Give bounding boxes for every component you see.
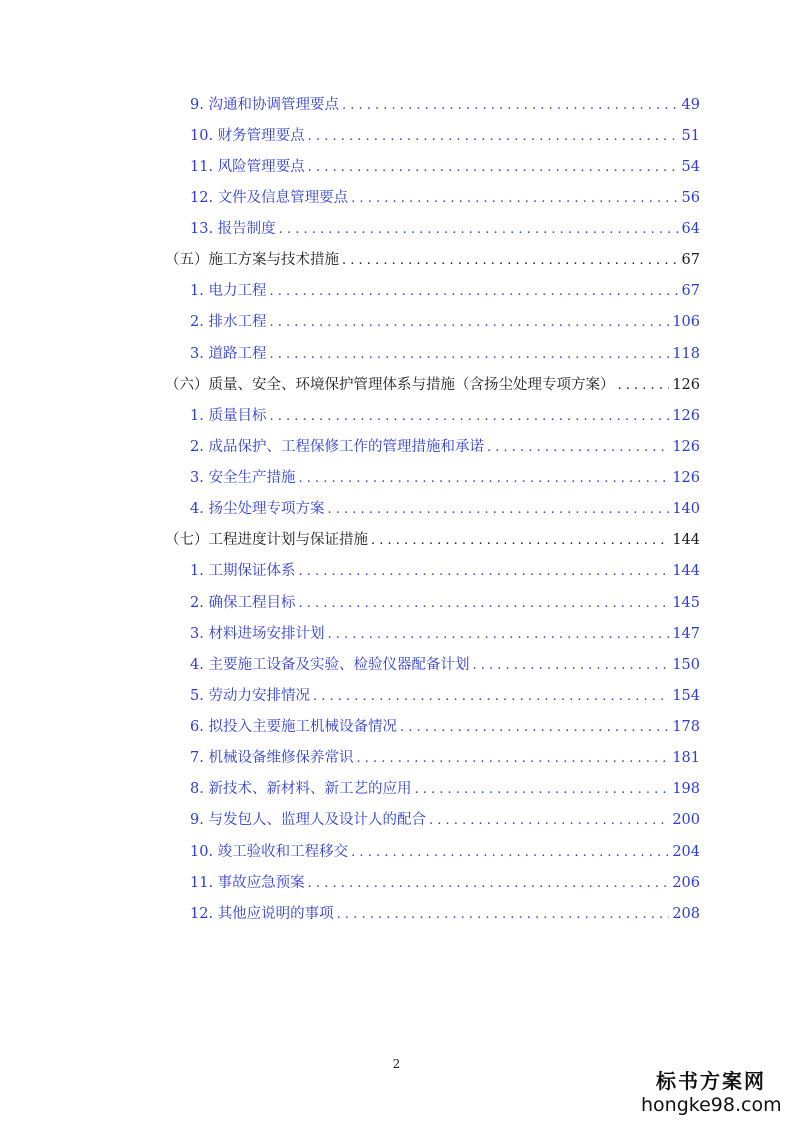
toc-entry[interactable] [190, 126, 700, 147]
toc-entry[interactable] [190, 312, 700, 333]
toc-entry-title: 3. 安全生产措施 [190, 470, 296, 486]
toc-dot-leader [356, 749, 669, 769]
toc-entry[interactable] [190, 904, 700, 925]
toc-dot-leader [351, 189, 678, 209]
toc-dot-leader [308, 874, 670, 894]
toc-entry-page: 64 [681, 221, 700, 237]
toc-dot-leader [298, 562, 669, 582]
toc-entry[interactable] [190, 624, 700, 645]
toc-entry-title: 1. 质量目标 [190, 408, 267, 424]
toc-entry-page: 150 [672, 657, 700, 673]
toc-entry-page: 126 [672, 439, 700, 455]
toc-dot-leader [327, 625, 669, 645]
toc-entry[interactable] [190, 281, 700, 302]
toc-entry-page: 144 [672, 532, 700, 548]
toc-dot-leader [269, 345, 669, 365]
toc-entry-page: 178 [672, 719, 700, 735]
toc-dot-leader [298, 469, 669, 489]
watermark-logo [641, 1068, 781, 1116]
watermark-chinese-text: 标书方案网 [656, 1069, 766, 1093]
toc-entry[interactable] [190, 842, 700, 863]
toc-entry[interactable] [190, 561, 700, 582]
toc-entry-page: 118 [672, 346, 700, 362]
toc-dot-leader [400, 718, 669, 738]
toc-entry-title: 12. 文件及信息管理要点 [190, 190, 349, 206]
toc-section-heading[interactable] [165, 530, 700, 551]
toc-entry-page: 126 [672, 377, 700, 393]
toc-entry-title: 1. 工期保证体系 [190, 563, 296, 579]
toc-entry-page: 67 [681, 252, 700, 268]
toc-section-heading[interactable] [165, 375, 700, 396]
toc-dot-leader [618, 376, 670, 396]
toc-entry-page: 145 [672, 595, 700, 611]
toc-entry-page: 144 [672, 563, 700, 579]
toc-dot-leader [342, 96, 679, 116]
toc-entry-title: 4. 扬尘处理专项方案 [190, 501, 325, 517]
toc-entry-page: 154 [672, 688, 700, 704]
toc-dot-leader [429, 811, 669, 831]
toc-dot-leader [487, 438, 669, 458]
toc-dot-leader [269, 407, 669, 427]
watermark-domain-text: hongke98.com [641, 1094, 782, 1116]
toc-entry[interactable] [190, 717, 700, 738]
toc-entry-page: 49 [681, 97, 700, 113]
toc-entry[interactable] [190, 219, 700, 240]
toc-entry[interactable] [190, 157, 700, 178]
toc-entry-title: 11. 事故应急预案 [190, 875, 305, 891]
toc-entry-title: 7. 机械设备维修保养常识 [190, 750, 354, 766]
toc-entry-page: 181 [672, 750, 700, 766]
toc-dot-leader [308, 127, 679, 147]
toc-section-heading[interactable] [165, 250, 700, 271]
toc-dot-leader [327, 500, 669, 520]
toc-dot-leader [371, 531, 669, 551]
toc-entry[interactable] [190, 437, 700, 458]
toc-dot-leader [269, 313, 669, 333]
toc-entry[interactable] [190, 468, 700, 489]
toc-entry-page: 147 [672, 626, 700, 642]
toc-entry[interactable] [190, 655, 700, 676]
toc-entry-title: 3. 道路工程 [190, 346, 267, 362]
toc-entry-page: 140 [672, 501, 700, 517]
toc-entry-title: 10. 竣工验收和工程移交 [190, 844, 349, 860]
toc-entry[interactable] [190, 344, 700, 365]
toc-entry[interactable] [190, 810, 700, 831]
toc-entry-title: 1. 电力工程 [190, 283, 267, 299]
toc-dot-leader [279, 220, 679, 240]
toc-entry-title: 8. 新技术、新材料、新工艺的应用 [190, 781, 412, 797]
toc-entry[interactable] [190, 779, 700, 800]
toc-entry-title: （六）质量、安全、环境保护管理体系与措施（含扬尘处理专项方案） [165, 377, 615, 393]
toc-entry-page: 204 [672, 844, 700, 860]
toc-entry[interactable] [190, 686, 700, 707]
toc-entry-title: 5. 劳动力安排情况 [190, 688, 310, 704]
toc-entry-title: 4. 主要施工设备及实验、检验仪器配备计划 [190, 657, 470, 673]
toc-entry[interactable] [190, 873, 700, 894]
toc-entry-title: 2. 排水工程 [190, 314, 267, 330]
toc-entry-title: 3. 材料进场安排计划 [190, 626, 325, 642]
toc-dot-leader [269, 282, 678, 302]
toc-entry-title: 10. 财务管理要点 [190, 128, 305, 144]
toc-entry-title: （七）工程进度计划与保证措施 [165, 532, 368, 548]
toc-dot-leader [414, 780, 669, 800]
toc-entry-page: 56 [681, 190, 700, 206]
toc-entry-page: 67 [681, 283, 700, 299]
toc-entry-title: 2. 成品保护、工程保修工作的管理措施和承诺 [190, 439, 484, 455]
page-number: 2 [392, 1057, 401, 1071]
toc-dot-leader [313, 687, 669, 707]
toc-entry-title: （五）施工方案与技术措施 [165, 252, 339, 268]
toc-entry-title: 9. 与发包人、监理人及设计人的配合 [190, 812, 426, 828]
toc-entry-page: 106 [672, 314, 700, 330]
toc-entry-title: 9. 沟通和协调管理要点 [190, 97, 339, 113]
toc-entry-page: 51 [681, 128, 700, 144]
toc-entry-title: 2. 确保工程目标 [190, 595, 296, 611]
toc-entry-title: 12. 其他应说明的事项 [190, 906, 334, 922]
toc-entry-page: 126 [672, 408, 700, 424]
toc-entry-title: 11. 风险管理要点 [190, 159, 305, 175]
toc-entry[interactable] [190, 748, 700, 769]
toc-entry[interactable] [190, 406, 700, 427]
toc-entry-title: 6. 拟投入主要施工机械设备情况 [190, 719, 397, 735]
toc-entry[interactable] [190, 188, 700, 209]
toc-entry[interactable] [190, 499, 700, 520]
toc-dot-leader [351, 843, 669, 863]
toc-entry-title: 13. 报告制度 [190, 221, 276, 237]
toc-entry-page: 126 [672, 470, 700, 486]
toc-dot-leader [308, 158, 679, 178]
toc-dot-leader [472, 656, 669, 676]
toc-entry[interactable] [190, 95, 700, 116]
toc-entry-page: 200 [672, 812, 700, 828]
toc-entry-page: 54 [681, 159, 700, 175]
toc-entry[interactable] [190, 593, 700, 614]
toc-dot-leader [337, 905, 670, 925]
toc-dot-leader [342, 251, 679, 271]
toc-entry-page: 198 [672, 781, 700, 797]
toc-entry-page: 208 [672, 906, 700, 922]
toc-dot-leader [298, 594, 669, 614]
toc-entry-page: 206 [672, 875, 700, 891]
